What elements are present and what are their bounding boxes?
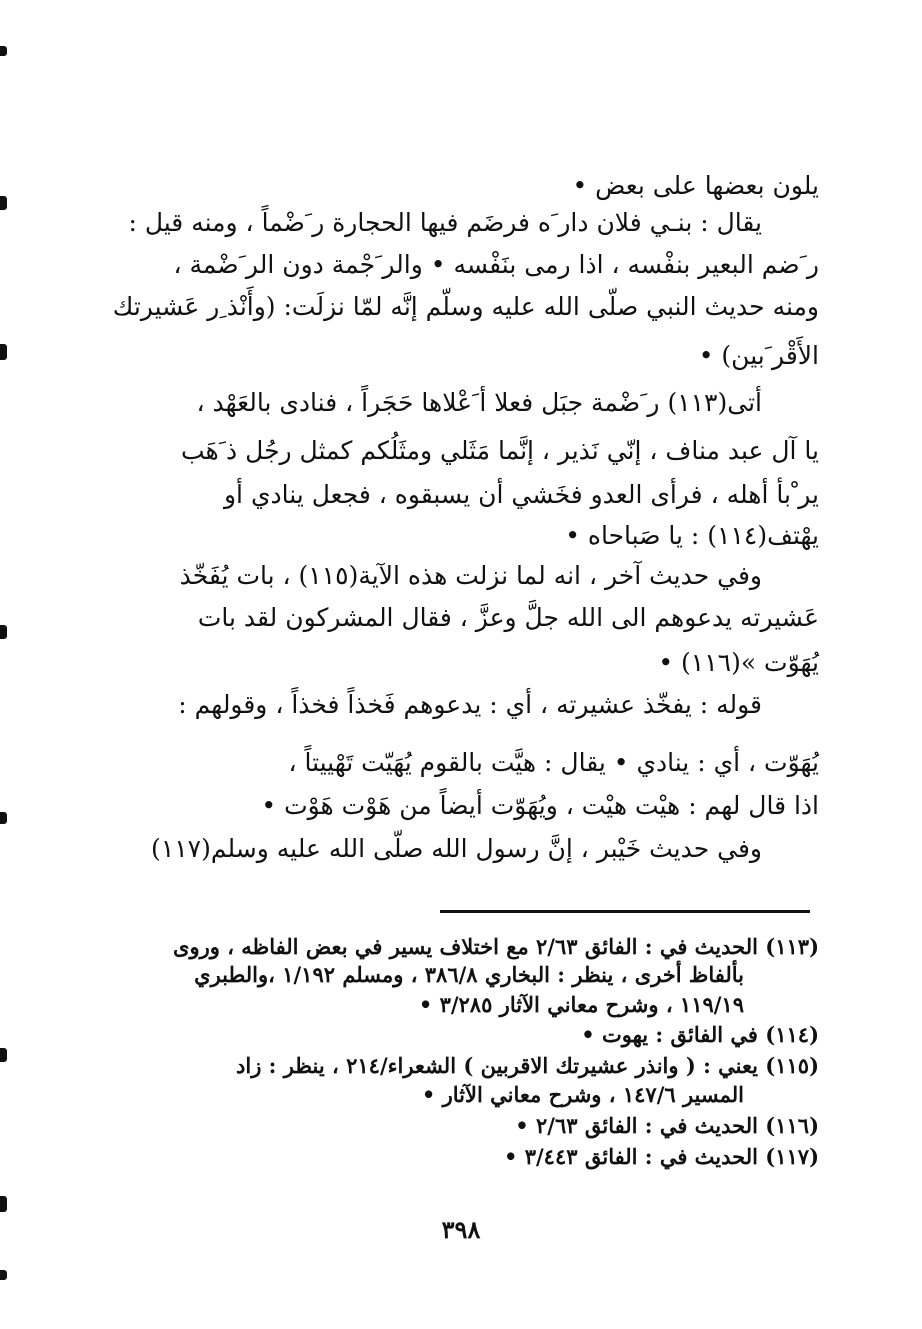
- body-line: عَشيرته يدعوهم الى الله جلَّ وعزَّ ، فقال المشركون لقد بات: [197, 603, 819, 632]
- footnote-line: بألفاظ أخرى ، ينظر : البخاري ٣٨٦/٨ ، ومسلم ١/١٩٢ ،والطبري: [194, 962, 744, 987]
- footnote-line: (١١٣) الحديث في : الفائق ٢/٦٣ مع اختلاف يسير في بعض الفاظه ، وروى: [173, 934, 819, 959]
- body-line: يُهَوّت »(١١٦) •: [658, 648, 819, 677]
- body-line: يهْتف(١١٤) : يا صَباحاه •: [565, 521, 819, 550]
- scan-mark: [0, 344, 7, 360]
- body-line: يُهَوّت ، أي : ينادي • يقال : هيَّت بالقوم يُهَيّت تَهْييتاً ،: [288, 748, 819, 777]
- body-line: وفي حديث خَيْبر ، إنَّ رسول الله صلّى الله عليه وسلم(١١٧): [151, 834, 762, 863]
- page-number: ٣٩٨: [441, 1215, 481, 1244]
- footnote-line: المسير ١٤٧/٦ ، وشرح معاني الآثار •: [421, 1082, 744, 1107]
- footnote-line: ١١٩/١٩ ، وشرح معاني الآثار ٣/٢٨٥ •: [418, 992, 744, 1017]
- body-line: يا آل عبد مناف ، إنّي نَذير ، إنَّما مَثَلي ومثَلُكم كمثل رجُل ذ َهَب: [181, 436, 819, 465]
- body-line: يلون بعضها على بعض •: [572, 171, 819, 200]
- body-line: أتى(١١٣) ر َضْمة جبَل فعلا أ َعْلاها حَجَراً ، فنادى بالعَهْد ،: [196, 388, 762, 417]
- body-line: يقال : بنـي فلان دار َه فرضَم فيها الحجارة ر َضْماً ، ومنه قيل :: [128, 208, 762, 237]
- scan-mark: [0, 46, 7, 56]
- footnote-line: (١١٦) الحديث في : الفائق ٢/٦٣ •: [515, 1113, 819, 1138]
- body-line: ومنه حديث النبي صلّى الله عليه وسلّم إنَّه لمّا نزلَت: (وأَنْذ ِر عَشيرتك: [112, 292, 819, 321]
- scan-mark: [0, 812, 7, 824]
- footnote-separator: [440, 910, 810, 913]
- body-line: قوله : يفخّذ عشيرته ، أي : يدعوهم فَخذاً فخذاً ، وقولهم :: [178, 690, 762, 719]
- body-line: ير ْبأ أهله ، فرأى العدو فخَشي أن يسبقوه ، فجعل ينادي أو: [223, 480, 819, 509]
- body-line: ر َضم البعير بنفْسه ، اذا رمى بنَفْسه • والر َجْمة دون الر َضْمة ،: [173, 250, 819, 279]
- body-line: اذا قال لهم : هيْت هيْت ، ويُهَوّت أيضاً من هَوْت هَوْت •: [261, 791, 819, 820]
- scan-mark: [0, 1048, 7, 1062]
- footnote-line: (١١٧) الحديث في : الفائق ٣/٤٤٣ •: [504, 1144, 819, 1169]
- scan-mark: [0, 625, 7, 639]
- scan-mark: [0, 1270, 7, 1280]
- scan-mark: [0, 196, 7, 210]
- scan-mark: [0, 1196, 7, 1212]
- footnote-line: (١١٤) في الفائق : يهوت •: [581, 1022, 819, 1047]
- body-line: وفي حديث آخر ، انه لما نزلت هذه الآية(١١٥) ، بات يُفَخّذ: [179, 561, 762, 590]
- body-line: الأَقْر َبين) •: [698, 341, 819, 370]
- footnote-line: (١١٥) يعني : ( وانذر عشيرتك الاقربين ) الشعراء/٢١٤ ، ينظر : زاد: [236, 1053, 819, 1078]
